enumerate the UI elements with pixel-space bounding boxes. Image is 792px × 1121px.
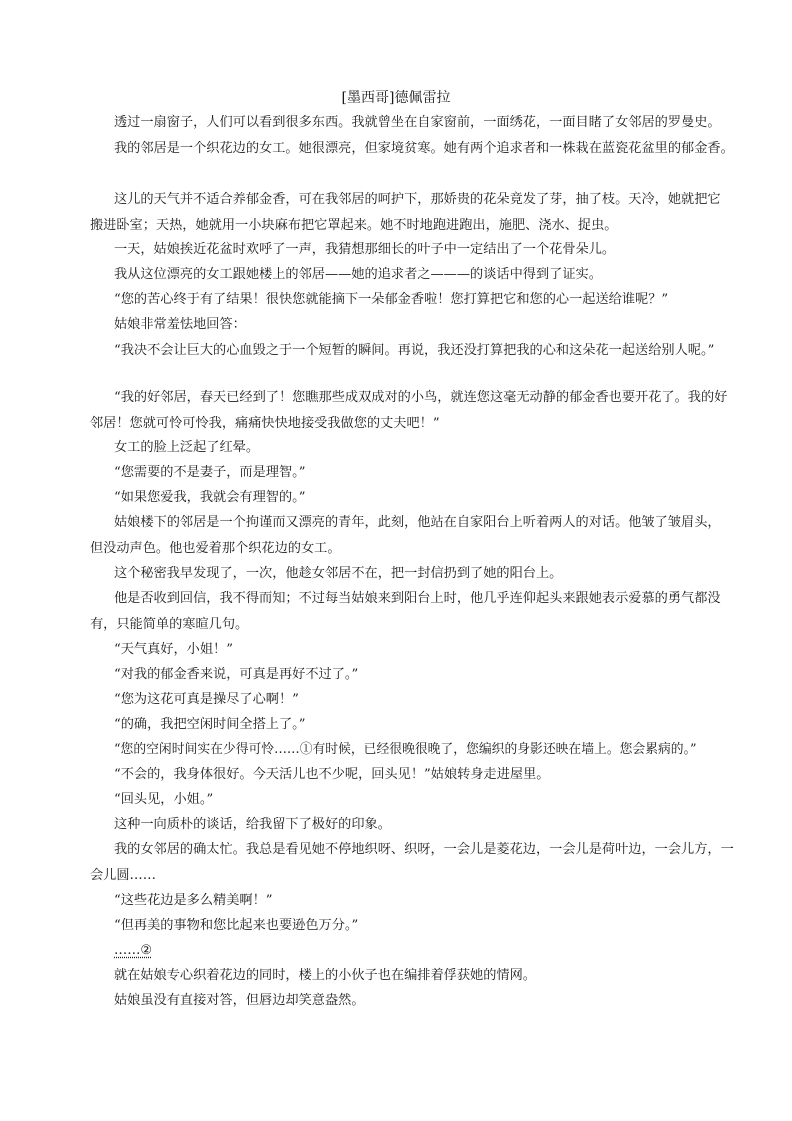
paragraph-25: “这些花边是多么精美啊！” — [114, 893, 273, 908]
paragraph-9: “我的好邻居，春天已经到了！您瞧那些成双成对的小鸟，就连您这毫无动静的郁金香也要开花了。我的好邻居！您就可怜可怜我，痛痛快快地接受我做您的丈夫吧！” — [90, 390, 728, 431]
paragraph-15: 他是否收到回信，我不得而知；不过每当姑娘来到阳台上时，他几乎连仰起头来跟她表示爱慕的勇气都没有，只能简单的寒暄几句。 — [90, 591, 721, 632]
paragraph-1: 透过一扇窗子，人们可以看到很多东西。我就曾坐在自家窗前，一面绣花，一面目睹了女邻居的罗曼史。 — [114, 115, 721, 130]
paragraph-13: 姑娘楼下的邻居是一个拘谨而又漂亮的青年，此刻，他站在自家阳台上听着两人的对话。他皱了皱眉头，但没动声色。他也爱着那个织花边的女工。 — [90, 515, 721, 556]
paragraph-21: “不会的，我身体很好。今天活儿也不少呢，回头见！”姑娘转身走进屋里。 — [114, 767, 550, 782]
paragraph-29: 姑娘虽没有直接对答，但唇边却笑意盎然。 — [114, 993, 365, 1008]
paragraph-17: “对我的郁金香来说，可真是再好不过了。” — [114, 667, 359, 682]
paragraph-27: ……② — [114, 943, 153, 958]
paragraph-23: 这种一向质朴的谈话，给我留下了极好的印象。 — [114, 817, 391, 832]
paragraph-16: “天气真好，小姐！” — [114, 642, 233, 657]
paragraph-24: 我的女邻居的确太忙。我总是看见她不停地织呀、织呀，一会儿是菱花边，一会儿是荷叶边，一会儿方，一会儿圆…… — [90, 842, 734, 883]
paragraph-2: 我的邻居是一个织花边的女工。她很漂亮，但家境贫寒。她有两个追求者和一株栽在蓝瓷花盆里的郁金香。 — [114, 141, 734, 156]
paragraph-18: “您为这花可真是操尽了心啊！” — [114, 692, 299, 707]
paragraph-4: 一天，姑娘挨近花盆时欢呼了一声，我猜想那细长的叶子中一定结出了一个花骨朵儿。 — [114, 242, 616, 257]
paragraph-3: 这儿的天气并不适合养郁金香，可在我邻居的呵护下，那娇贵的花朵竟发了芽，抽了枝。天冷，她就把它搬进卧室；天热，她就用一小块麻布把它罩起来。她不时地跑进跑出，施肥、浇水、捉虫。 — [90, 192, 721, 233]
paragraph-12: “如果您爱我，我就会有理智的。” — [114, 490, 306, 505]
paragraph-26: “但再美的事物和您比起来也要逊色万分。” — [114, 918, 359, 933]
paragraph-11: “您需要的不是妻子，而是理智。” — [114, 465, 306, 480]
paragraph-8: “我决不会让巨大的心血毁之于一个短暂的瞬间。再说，我还没打算把我的心和这朵花一起送给别人呢。” — [114, 343, 715, 358]
paragraph-19: “的确，我把空闲时间全搭上了。” — [114, 717, 306, 732]
paragraph-10: 女工的脸上泛起了红晕。 — [114, 440, 260, 455]
paragraph-6: “您的苦心终于有了结果！很快您就能摘下一朵郁金香啦！您打算把它和您的心一起送给谁呢？” — [114, 292, 669, 307]
paragraph-22: “回头见，小姐。” — [114, 792, 214, 807]
paragraph-28: 就在姑娘专心织着花边的同时，楼上的小伙子也在编排着俘获她的情网。 — [114, 968, 536, 983]
author-title: [墨西哥]德佩雷拉 — [341, 90, 451, 106]
paragraph-14: 这个秘密我早发现了，一次，他趁女邻居不在，把一封信扔到了她的阳台上。 — [114, 566, 563, 581]
paragraph-7: 姑娘非常羞怯地回答： — [114, 317, 246, 332]
paragraph-5: 我从这位漂亮的女工跟她楼上的邻居——她的追求者之———的谈话中得到了证实。 — [114, 267, 602, 282]
paragraph-20: “您的空闲时间实在少得可怜……①有时候，已经很晚很晚了，您编织的身影还映在墙上。您会累病的。” — [114, 742, 697, 757]
